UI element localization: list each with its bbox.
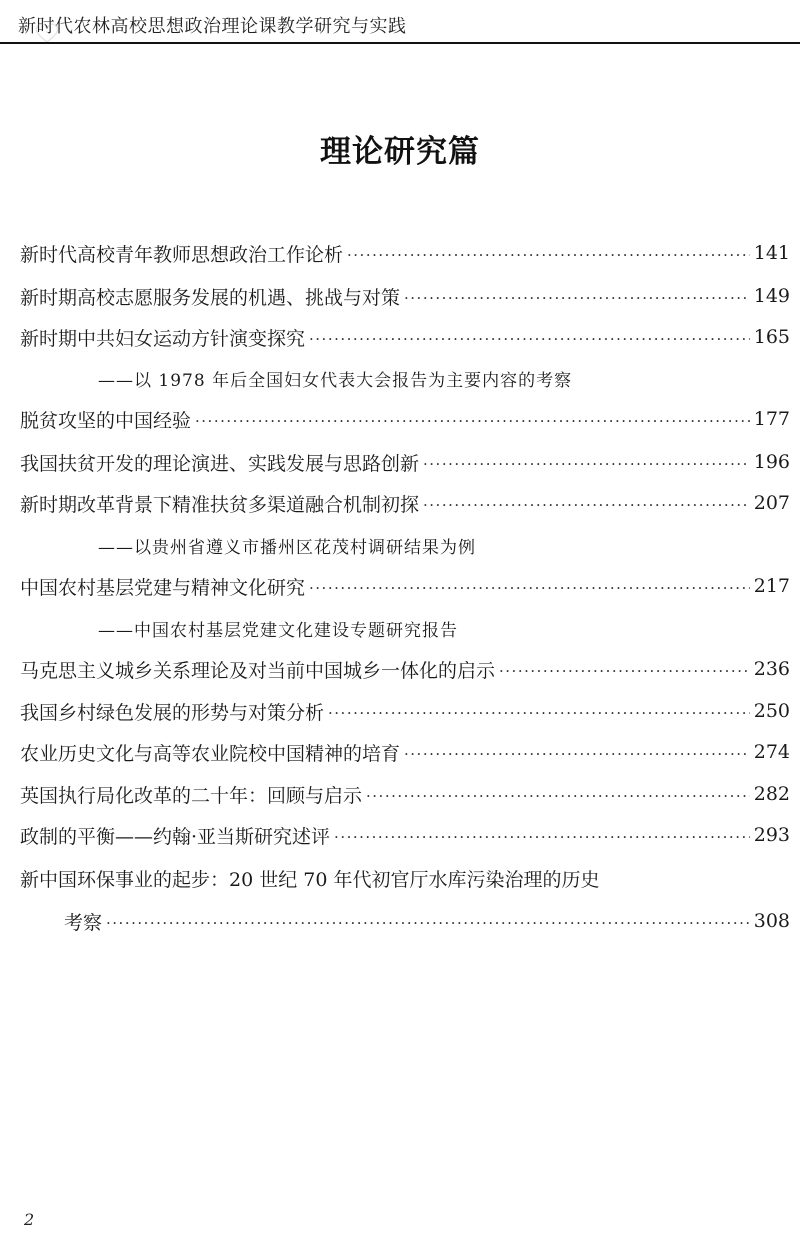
toc-entry-page: 274 — [753, 741, 790, 763]
toc-subtitle-text: ——以贵州省遵义市播州区花茂村调研结果为例 — [98, 537, 476, 558]
toc-subtitle-text: ——以 1978 年后全国妇女代表大会报告为主要内容的考察 — [98, 370, 573, 391]
heart-watermark-icon — [34, 22, 60, 44]
toc-dot-leader — [404, 289, 750, 307]
toc-entry-page: 165 — [753, 326, 790, 348]
toc-entry-page: 177 — [753, 408, 790, 430]
toc-entry-page: 207 — [753, 492, 790, 514]
toc-entry-title: 新中国环保事业的起步：20 世纪 70 年代初官厅水库污染治理的历史 — [20, 868, 600, 891]
toc-entry[interactable] — [20, 857, 790, 899]
toc-dot-leader — [423, 496, 750, 514]
toc-entry-title-continued: 考察 — [64, 911, 103, 934]
toc-entry-title: 我国扶贫开发的理论演进、实践发展与思路创新 — [20, 452, 420, 475]
toc-entry-page: 282 — [753, 783, 790, 805]
toc-entry-page: 293 — [753, 824, 790, 846]
toc-dot-leader — [106, 914, 750, 932]
toc-entry[interactable] — [20, 565, 790, 607]
toc-dot-leader — [404, 745, 750, 763]
toc-entry-page: 250 — [753, 700, 790, 722]
toc-entry-page: 308 — [753, 910, 790, 932]
toc-dot-leader — [366, 787, 750, 805]
toc-entry[interactable] — [20, 690, 790, 732]
toc-entry-title: 农业历史文化与高等农业院校中国精神的培育 — [20, 742, 401, 765]
toc-entry-title: 新时期中共妇女运动方针演变探究 — [20, 327, 306, 350]
toc-dot-leader — [334, 828, 750, 846]
toc-entry-page: 149 — [753, 285, 790, 307]
toc-dot-leader — [499, 662, 750, 680]
toc-entry-subtitle — [20, 357, 790, 399]
toc-entry-title: 新时期高校志愿服务发展的机遇、挑战与对策 — [20, 286, 401, 309]
toc-entry-title: 新时代高校青年教师思想政治工作论析 — [20, 243, 344, 266]
toc-dot-leader — [309, 330, 750, 348]
toc-entry[interactable] — [20, 398, 790, 440]
toc-entry[interactable] — [20, 648, 790, 690]
toc-entry-continuation[interactable] — [20, 900, 790, 942]
toc-entry[interactable] — [20, 316, 790, 358]
toc-entry-page: 141 — [753, 242, 790, 264]
toc-entry-title: 新时期改革背景下精准扶贫多渠道融合机制初探 — [20, 493, 420, 516]
toc-entry-page: 217 — [753, 575, 790, 597]
toc-entry[interactable] — [20, 275, 790, 317]
page-number: 2 — [24, 1210, 35, 1229]
toc-entry[interactable] — [20, 731, 790, 773]
toc-subtitle-text: ——中国农村基层党建文化建设专题研究报告 — [98, 620, 458, 641]
toc-entry-title: 政制的平衡——约翰·亚当斯研究述评 — [20, 825, 331, 848]
toc-entry-subtitle — [20, 524, 790, 566]
toc-entry-page: 196 — [753, 451, 790, 473]
toc-entry-title: 英国执行局化改革的二十年：回顾与启示 — [20, 784, 363, 807]
header-rule — [0, 42, 800, 44]
toc-dot-leader — [347, 246, 750, 264]
toc-dot-leader — [309, 579, 750, 597]
toc-dot-leader — [328, 704, 750, 722]
toc-entry[interactable] — [20, 773, 790, 815]
toc-entry-title: 中国农村基层党建与精神文化研究 — [20, 576, 306, 599]
toc-entry[interactable] — [20, 482, 790, 524]
section-title: 理论研究篇 — [320, 134, 480, 170]
toc-entry-title: 脱贫攻坚的中国经验 — [20, 409, 192, 432]
toc-entry[interactable] — [20, 441, 790, 483]
toc-entry-title: 马克思主义城乡关系理论及对当前中国城乡一体化的启示 — [20, 659, 496, 682]
running-header: 新时代农林高校思想政治理论课教学研究与实践 — [18, 16, 407, 37]
toc-entry-page: 236 — [753, 658, 790, 680]
toc-entry[interactable] — [20, 814, 790, 856]
toc-dot-leader — [423, 455, 750, 473]
toc-entry-title: 我国乡村绿色发展的形势与对策分析 — [20, 701, 325, 724]
toc-entry[interactable] — [20, 232, 790, 274]
toc-entry-subtitle — [20, 607, 790, 649]
toc-dot-leader — [195, 412, 750, 430]
